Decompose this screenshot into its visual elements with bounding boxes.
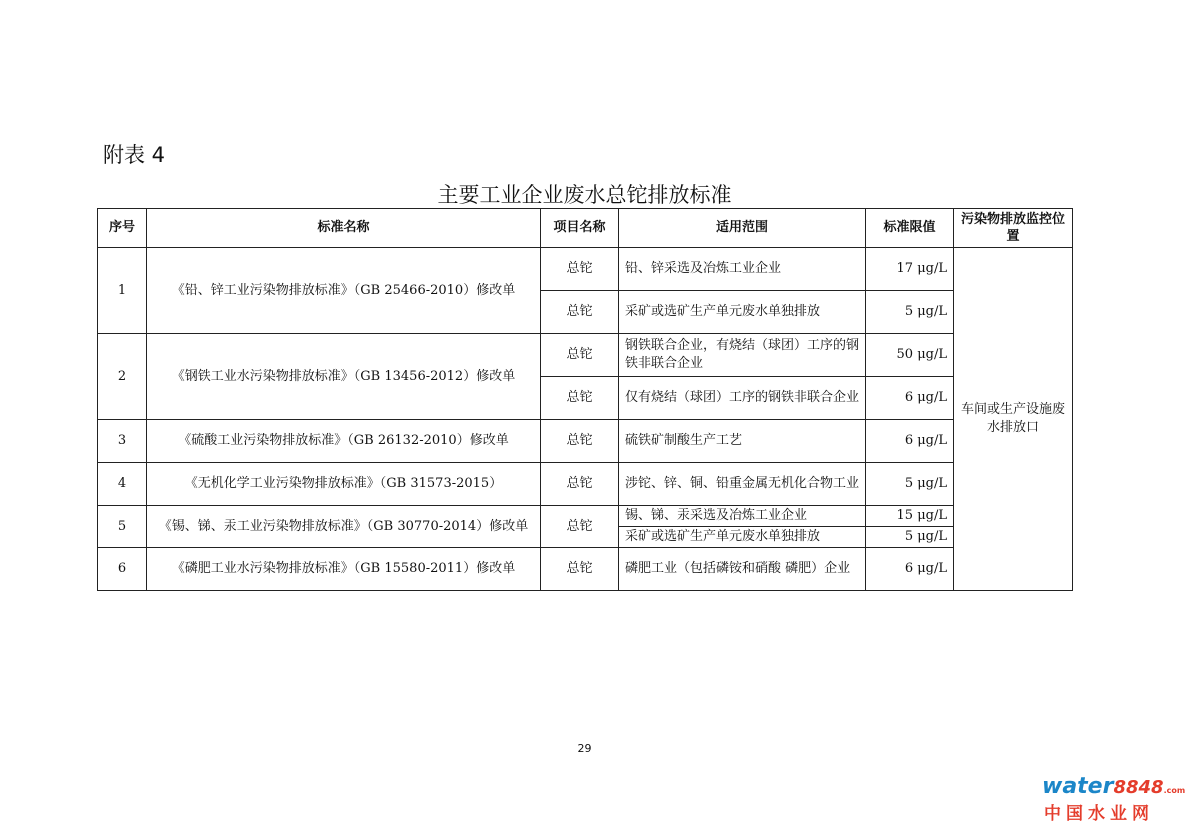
table-row [98,506,1073,527]
limit-cell: 17 μg/L [866,248,954,291]
limit-cell: 6 μg/L [866,377,954,420]
item-name: 总铊 [541,506,619,548]
row-number: 3 [98,420,147,463]
limit-cell: 5 μg/L [866,527,954,548]
table-header-row [98,209,1073,248]
item-name: 总铊 [541,420,619,463]
scope-cell: 硫铁矿制酸生产工艺 [619,420,866,463]
watermark-brand-number: 8848 [1113,777,1164,798]
standard-name: 《无机化学工业污染物排放标准》（GB 31573-2015） [147,463,541,506]
scope-cell: 磷肥工业（包括磷铵和硝酸 磷肥）企业 [619,548,866,591]
watermark-brand [1042,774,1185,803]
watermark-cn: 中国水业网 [1044,804,1154,824]
table-row [98,334,1073,377]
row-number: 6 [98,548,147,591]
col-header-standard: 标准名称 [147,209,541,248]
row-number: 1 [98,248,147,334]
standard-name: 《钢铁工业水污染物排放标准》（GB 13456-2012）修改单 [147,334,541,420]
standard-name: 《铅、锌工业污染物排放标准》（GB 25466-2010）修改单 [147,248,541,334]
col-header-item: 项目名称 [541,209,619,248]
table-row [98,548,1073,591]
col-header-scope: 适用范围 [619,209,866,248]
item-name: 总铊 [541,548,619,591]
item-name: 总铊 [541,377,619,420]
scope-cell: 钢铁联合企业，有烧结（球团）工序的钢铁非联合企业 [619,334,866,377]
standard-name: 《锡、锑、汞工业污染物排放标准》（GB 30770-2014）修改单 [147,506,541,548]
limit-cell: 50 μg/L [866,334,954,377]
standard-name: 《硫酸工业污染物排放标准》（GB 26132-2010）修改单 [147,420,541,463]
table-row [98,420,1073,463]
standard-name: 《磷肥工业水污染物排放标准》（GB 15580-2011）修改单 [147,548,541,591]
limit-cell: 15 μg/L [866,506,954,527]
col-header-position: 污染物排放监控位置 [954,209,1073,248]
watermark-domain-suffix: .com [1163,786,1185,795]
document-title: 主要工业企业废水总铊排放标准 [437,183,732,207]
item-name: 总铊 [541,334,619,377]
scope-cell: 锡、锑、汞采选及冶炼工业企业 [619,506,866,527]
scope-cell: 涉铊、锌、铜、铅重金属无机化合物工业 [619,463,866,506]
watermark-logo [1042,774,1185,825]
row-number: 2 [98,334,147,420]
scope-cell: 铅、锌采选及冶炼工业企业 [619,248,866,291]
limit-cell: 6 μg/L [866,548,954,591]
scope-cell: 采矿或选矿生产单元废水单独排放 [619,291,866,334]
item-name: 总铊 [541,463,619,506]
scope-cell: 仅有烧结（球团）工序的钢铁非联合企业 [619,377,866,420]
page-number: 29 [577,742,592,755]
limit-cell: 5 μg/L [866,291,954,334]
item-name: 总铊 [541,248,619,291]
table-row [98,463,1073,506]
monitoring-position: 车间或生产设施废水排放口 [954,248,1073,591]
watermark-brand-word: water [1042,774,1114,799]
limit-cell: 5 μg/L [866,463,954,506]
scope-cell: 采矿或选矿生产单元废水单独排放 [619,527,866,548]
standards-table [97,208,1073,591]
col-header-limit: 标准限值 [866,209,954,248]
row-number: 4 [98,463,147,506]
table-row [98,248,1073,291]
row-number: 5 [98,506,147,548]
appendix-label: 附表 4 [103,143,166,167]
col-header-no: 序号 [98,209,147,248]
item-name: 总铊 [541,291,619,334]
limit-cell: 6 μg/L [866,420,954,463]
